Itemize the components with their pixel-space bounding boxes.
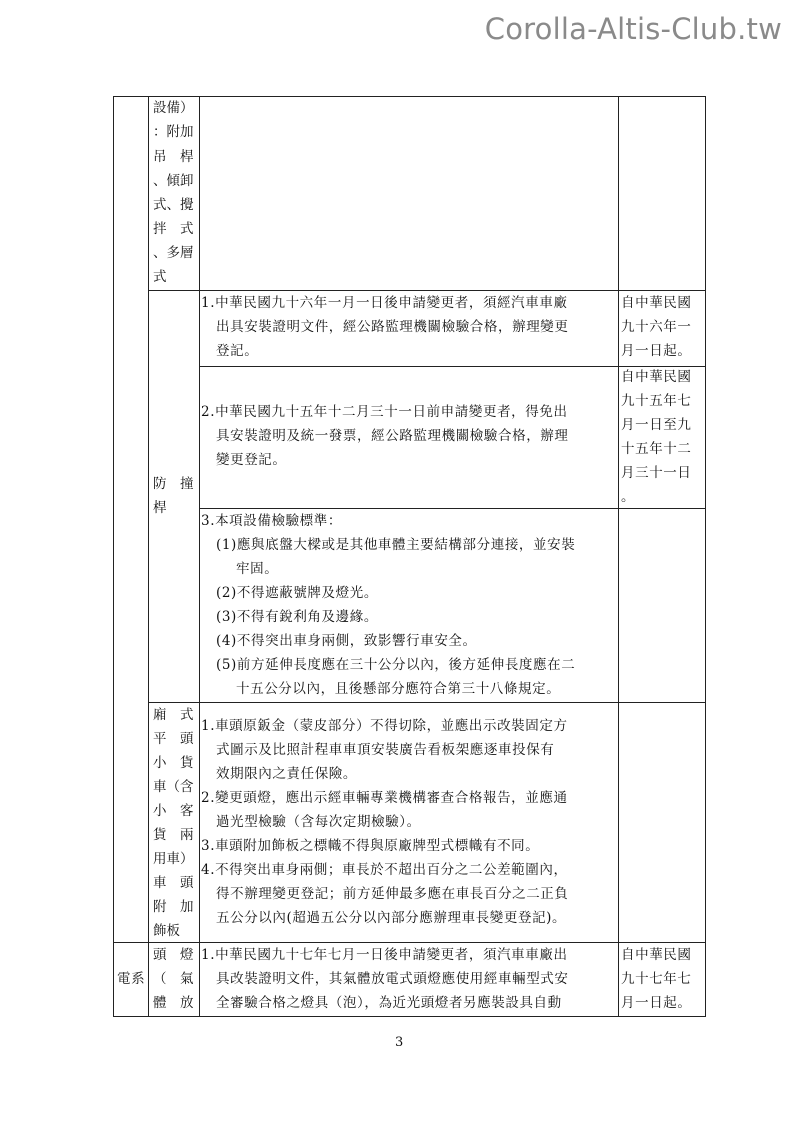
text-line: (3)不得有銳利角及邊緣。 bbox=[216, 609, 378, 625]
taxi-item-line: 車（含 bbox=[153, 779, 194, 795]
text-line: 式圖示及比照計程車車頂安裝廣告看板架應逐車投保有 bbox=[216, 742, 555, 758]
date-line: 月一日起。 bbox=[621, 995, 692, 1011]
taxi-item-line: 小 客 bbox=[153, 803, 194, 819]
taxi-item-line: 貨 兩 bbox=[153, 827, 194, 843]
text-line: 出具安裝證明文件，經公路監理機關檢驗合格，辦理變更 bbox=[216, 319, 569, 335]
date-line: 自中華民國 bbox=[621, 369, 692, 385]
text-line: 2.變更頭燈，應出示經車輛專業機構審查合格報告，並應通 bbox=[201, 790, 568, 806]
text-line: 2.中華民國九十五年十二月三十一日前申請變更者，得免出 bbox=[201, 404, 568, 420]
date-line: 月一日起。 bbox=[621, 343, 692, 359]
text-line: 過光型檢驗（含每次定期檢驗）。 bbox=[216, 814, 421, 830]
date-line: 自中華民國 bbox=[621, 295, 692, 311]
text-line: 得不辦理變更登記；前方延伸最多應在車長百分之二正負 bbox=[216, 886, 569, 902]
taxi-item-line: 用車） bbox=[153, 851, 194, 867]
crane-item-line: ：附加 bbox=[153, 124, 194, 140]
text-line: 全審驗合格之燈具（泡），為近光頭燈者另應裝設具自動 bbox=[216, 995, 562, 1011]
text-line: 登記。 bbox=[216, 343, 259, 359]
bumper-item-line: 防 撞 bbox=[153, 476, 194, 492]
electric-item-line: （ 氣 bbox=[153, 971, 194, 987]
text-line: 十五公分以內，且後懸部分應符合第三十八條規定。 bbox=[236, 681, 561, 697]
date-line: 九十六年一 bbox=[621, 319, 692, 335]
text-line: 具安裝證明及統一發票，經公路監理機關檢驗合格，辦理 bbox=[216, 428, 569, 444]
crane-item-line: 式 bbox=[153, 269, 167, 285]
electric-item-line: 體 放 bbox=[153, 995, 194, 1011]
taxi-item-line: 小 貨 bbox=[153, 755, 194, 771]
electric-category: 電系 bbox=[117, 971, 146, 987]
date-line: 十五年十二 bbox=[621, 441, 692, 457]
text-line: 3.車頭附加飾板之標幟不得與原廠牌型式標幟有不同。 bbox=[201, 838, 540, 854]
taxi-item-line: 平 頭 bbox=[153, 731, 194, 747]
column-divider-category bbox=[148, 96, 149, 1017]
text-line: (4)不得突出車身兩側，致影響行車安全。 bbox=[216, 633, 477, 649]
text-line: (5)前方延伸長度應在三十公分以內，後方延伸長度應在二 bbox=[216, 657, 576, 673]
crane-item-line: 吊 桿 bbox=[153, 149, 194, 165]
text-line: 五公分以內(超過五公分以內部分應辦理車長變更登記)。 bbox=[216, 910, 567, 926]
text-line: 效期限內之責任保險。 bbox=[216, 766, 357, 782]
crane-item-line: 設備） bbox=[153, 100, 194, 116]
date-line: 。 bbox=[621, 489, 636, 505]
taxi-item-line: 飾板 bbox=[153, 923, 180, 939]
crane-item-line: 拌 式 bbox=[153, 221, 194, 237]
text-line: 具改裝證明文件，其氣體放電式頭燈應使用經車輛型式安 bbox=[216, 971, 569, 987]
date-line: 自中華民國 bbox=[621, 947, 692, 963]
text-line: 4.不得突出車身兩側；車長於不超出百分之二公差範圍內， bbox=[201, 862, 568, 878]
taxi-item-line: 附 加 bbox=[153, 899, 194, 915]
taxi-item-line: 車 頭 bbox=[153, 875, 194, 891]
column-divider-date bbox=[618, 96, 619, 1017]
text-line: 1.車頭原鈑金（蒙皮部分）不得切除，並應出示改裝固定方 bbox=[201, 718, 568, 734]
electric-item-line: 頭 燈 bbox=[153, 947, 194, 963]
page-number: 3 bbox=[395, 1035, 404, 1050]
column-divider-item bbox=[199, 96, 200, 1017]
table-border-right bbox=[705, 96, 706, 1017]
crane-item-line: 式、攪 bbox=[153, 197, 194, 213]
date-line: 月三十一日 bbox=[621, 465, 692, 481]
date-line: 九十七年七 bbox=[621, 971, 692, 987]
site-watermark: Corolla-Altis-Club.tw bbox=[484, 12, 782, 46]
row-divider-bumper bbox=[148, 702, 706, 703]
text-line: 1.中華民國九十七年七月一日後申請變更者，須汽車車廠出 bbox=[201, 947, 568, 963]
table-border-left bbox=[113, 96, 114, 1017]
date-line: 月一日至九 bbox=[621, 417, 692, 433]
text-line: (1)應與底盤大樑或是其他車體主要結構部分連接，並安裝 bbox=[216, 537, 576, 553]
text-line: 1.中華民國九十六年一月一日後申請變更者，須經汽車車廠 bbox=[201, 295, 568, 311]
text-line: 變更登記。 bbox=[216, 452, 287, 468]
crane-item-line: 、傾卸 bbox=[153, 173, 194, 189]
text-line: 牢固。 bbox=[236, 561, 279, 577]
text-line: (2)不得遮蔽號牌及燈光。 bbox=[216, 585, 378, 601]
date-line: 九十五年七 bbox=[621, 393, 692, 409]
taxi-item-line: 廂 式 bbox=[153, 707, 194, 723]
bumper-item-line: 桿 bbox=[153, 500, 167, 516]
text-line: 3.本項設備檢驗標準： bbox=[201, 513, 342, 529]
crane-item-line: 、多層 bbox=[153, 245, 194, 261]
